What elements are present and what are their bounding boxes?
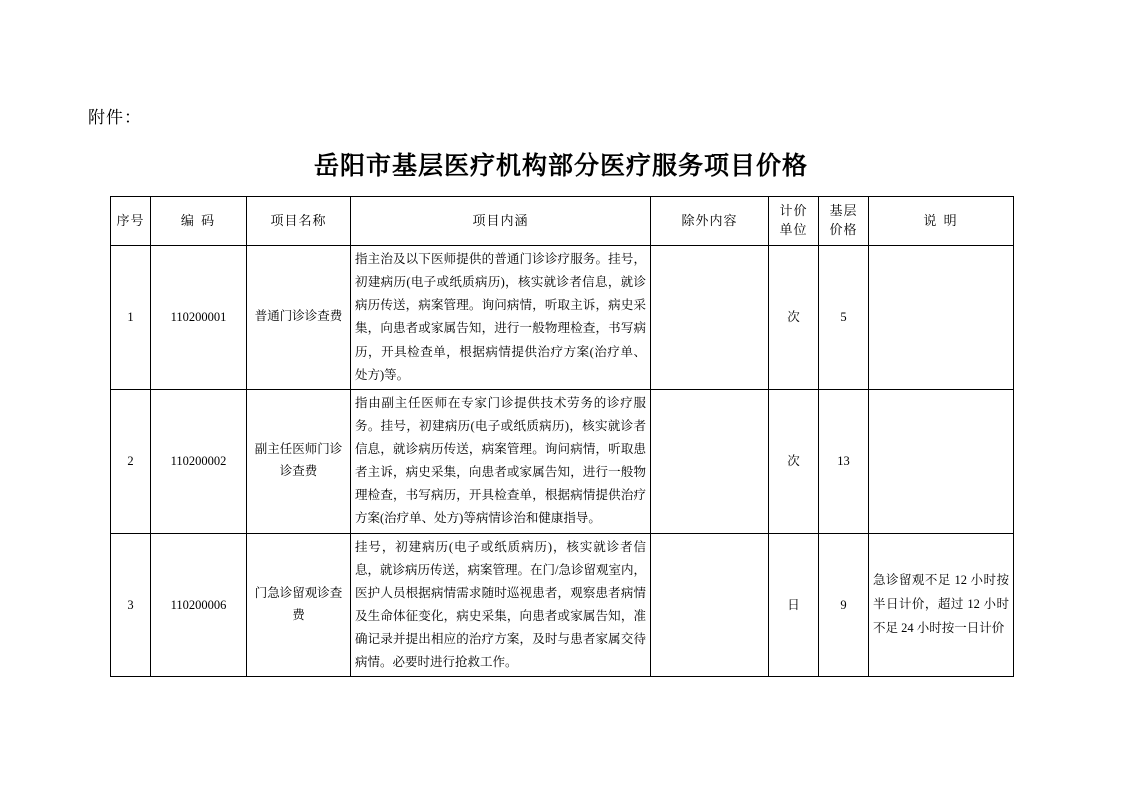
cell-code: 110200006: [151, 533, 247, 677]
cell-unit: 日: [769, 533, 819, 677]
cell-seq: 3: [111, 533, 151, 677]
cell-name: 普通门诊诊查费: [247, 246, 351, 390]
cell-unit: 次: [769, 246, 819, 390]
table-body: [111, 246, 1014, 677]
table-header: [111, 197, 1014, 246]
cell-price: 9: [819, 533, 869, 677]
column-header-unit-line2: 单位: [779, 222, 808, 237]
column-header-price-line1: 基层: [829, 203, 858, 219]
cell-note: 急诊留观不足 12 小时按半日计价，超过 12 小时不足 24 小时按一日计价: [869, 533, 1014, 677]
column-header-unit-line1: 计价: [779, 203, 808, 219]
column-header-note: 说 明: [869, 197, 1014, 246]
cell-content: 指由副主任医师在专家门诊提供技术劳务的诊疗服务。挂号，初建病历(电子或纸质病历)，核实就诊者信息，就诊病历传送，病案管理。询问病情，听取患者主诉，病史采集，向患者或家属告知，进行一般物理检查，书写病历，开具检查单，根据病情提供治疗方案(治疗单、处方)等病情诊治和健康指导。: [351, 389, 651, 533]
column-header-name: 项目名称: [247, 197, 351, 246]
column-header-seq: 序号: [111, 197, 151, 246]
cell-price: 5: [819, 246, 869, 390]
cell-name: 副主任医师门诊诊查费: [247, 389, 351, 533]
cell-note: [869, 246, 1014, 390]
table-row: [111, 533, 1014, 677]
cell-seq: 1: [111, 246, 151, 390]
cell-exclude: [651, 389, 769, 533]
cell-seq: 2: [111, 389, 151, 533]
column-header-content: 项目内涵: [351, 197, 651, 246]
cell-unit: 次: [769, 389, 819, 533]
cell-code: 110200001: [151, 246, 247, 390]
column-header-exclude: 除外内容: [651, 197, 769, 246]
table-header-row: [111, 197, 1014, 246]
table-row: [111, 389, 1014, 533]
column-header-price-line2: 价格: [829, 222, 858, 237]
cell-name: 门急诊留观诊查费: [247, 533, 351, 677]
attachment-label: 附件：: [88, 108, 142, 127]
column-header-price: [819, 197, 869, 246]
cell-price: 13: [819, 389, 869, 533]
cell-exclude: [651, 533, 769, 677]
cell-content: 指主治及以下医师提供的普通门诊诊疗服务。挂号，初建病历(电子或纸质病历)，核实就诊者信息，就诊病历传送，病案管理。询问病情，听取主诉，病史采集，向患者或家属告知，进行一般物理检查，书写病历，开具检查单，根据病情提供治疗方案(治疗单、处方)等。: [351, 246, 651, 390]
page-title: 岳阳市基层医疗机构部分医疗服务项目价格: [313, 153, 808, 180]
cell-exclude: [651, 246, 769, 390]
cell-content: 挂号，初建病历(电子或纸质病历)，核实就诊者信息，就诊病历传送，病案管理。在门/急诊留观室内，医护人员根据病情需求随时巡视患者，观察患者病情及生命体征变化，病史采集，向患者或家属告知，准确记录并提出相应的治疗方案，及时与患者家属交待病情。必要时进行抢救工作。: [351, 533, 651, 677]
cell-code: 110200002: [151, 389, 247, 533]
column-header-code: 编 码: [151, 197, 247, 246]
price-table: [110, 196, 1014, 677]
column-header-unit: [769, 197, 819, 246]
table-row: [111, 246, 1014, 390]
cell-note: [869, 389, 1014, 533]
